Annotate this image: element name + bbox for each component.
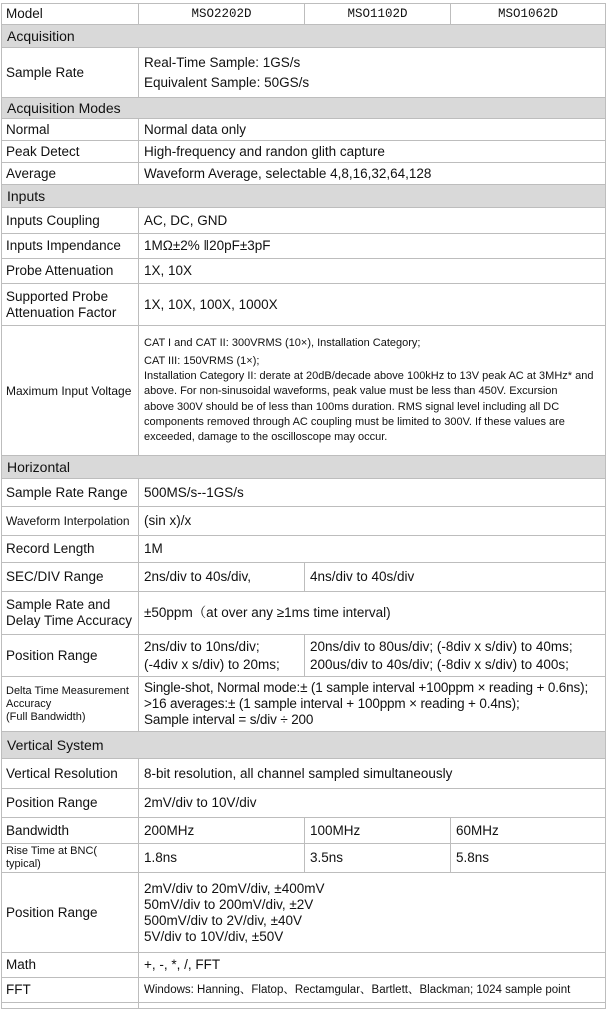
row-value: Normal data only (139, 119, 606, 141)
table-row (2, 326, 606, 456)
row-label: Sample Rate Range (2, 479, 139, 507)
section-header-vertical (2, 732, 606, 759)
table-row (2, 789, 606, 818)
row-label (2, 677, 139, 732)
value-line: Equivalent Sample: 50GS/s (144, 74, 310, 90)
model-mso1062d: MSO1062D (451, 4, 606, 25)
value-line: Single-shot, Normal mode:± (1 sample interval +100ppm × reading + 0.6ns); (144, 680, 589, 695)
row-value: ±50ppm（at over any ≥1ms time interval) (139, 592, 606, 635)
table-row (2, 208, 606, 234)
row-value: 4ns/div to 40s/div (305, 563, 606, 592)
table-row (2, 1003, 606, 1009)
row-label: Sample Rate (2, 48, 139, 98)
row-label: Position Range (2, 873, 139, 953)
table-row (2, 479, 606, 507)
value-line: 50mV/div to 200mV/div, ±2V (144, 896, 314, 912)
row-value: 2ns/div to 40s/div, (139, 563, 305, 592)
model-mso2202d: MSO2202D (139, 4, 305, 25)
row-value: 2mV/div to 10V/div (139, 789, 606, 818)
table-row (2, 536, 606, 563)
row-label: Bandwidth (2, 818, 139, 844)
row-value: AC, DC, GND (139, 208, 606, 234)
model-mso1102d: MSO1102D (305, 4, 451, 25)
note-line: Installation Category II: derate at 20dB/decade above 100kHz to 13V peak AC at 3MHz* and (144, 370, 594, 383)
row-label: Math (2, 953, 139, 978)
row-label: Probe Attenuation (2, 259, 139, 284)
table-row (2, 141, 606, 163)
row-value (139, 635, 305, 677)
rise-mso2202d: 1.8ns (139, 844, 305, 873)
section-title: Inputs (2, 185, 606, 208)
label-line: (Full Bandwidth) (6, 710, 86, 723)
section-header-acquisition-modes (2, 98, 606, 119)
row-label: Normal (2, 119, 139, 141)
table-row (2, 635, 606, 677)
row-value (305, 635, 606, 677)
row-value: Windows: Hanning、Flatop、Rectamgular、Bartlett、Blackman; 1024 sample point (139, 978, 606, 1003)
row-value: High-frequency and randon glith capture (139, 141, 606, 163)
table-row (2, 592, 606, 635)
value-line: 2mV/div to 20mV/div, ±400mV (144, 880, 325, 896)
table-row (2, 119, 606, 141)
value-line: Real-Time Sample: 1GS/s (144, 54, 301, 70)
table-row (2, 163, 606, 185)
table-row (2, 759, 606, 789)
value-line: 20ns/div to 80us/div; (-8div x s/div) to 40ms; (310, 638, 573, 654)
empty-cell (2, 1003, 139, 1009)
label-line: Delay Time Accuracy (6, 613, 133, 628)
table-row (2, 4, 606, 25)
section-title: Acquisition (2, 25, 606, 48)
table-row (2, 818, 606, 844)
row-label (2, 592, 139, 635)
note-line: CAT I and CAT II: 300VRMS (10×), Installation Category; (144, 336, 421, 349)
bandwidth-mso2202d: 200MHz (139, 818, 305, 844)
section-title: Acquisition Modes (2, 98, 606, 119)
section-header-inputs (2, 185, 606, 208)
note-line: components removed through AC coupling must be limited to 300V. If these values are (144, 415, 565, 428)
value-line: Sample interval = s/div ÷ 200 (144, 712, 314, 727)
table-row (2, 978, 606, 1003)
rise-mso1102d: 3.5ns (305, 844, 451, 873)
row-value: 1X, 10X, 100X, 1000X (139, 284, 606, 326)
value-line: 2ns/div to 10ns/div; (144, 638, 260, 654)
table-row (2, 873, 606, 953)
row-value (139, 48, 606, 98)
row-label: Waveform Interpolation (2, 507, 139, 536)
row-label: Position Range (2, 789, 139, 818)
value-line: 200us/div to 40s/div; (-8div x s/div) to 400s; (310, 656, 569, 672)
row-label: Position Range (2, 635, 139, 677)
row-value (139, 873, 606, 953)
row-value: (sin x)/x (139, 507, 606, 536)
bandwidth-mso1062d: 60MHz (451, 818, 606, 844)
label-line: Sample Rate and (6, 597, 111, 612)
note-line: CAT III: 150VRMS (1×); (144, 354, 260, 367)
row-label: Inputs Impendance (2, 234, 139, 259)
label-line: Delta Time Measurement (6, 684, 129, 697)
empty-cell (139, 1003, 606, 1009)
row-value: Waveform Average, selectable 4,8,16,32,64,128 (139, 163, 606, 185)
row-label: SEC/DIV Range (2, 563, 139, 592)
label-line: Accuracy (6, 697, 52, 710)
row-value: 500MS/s--1GS/s (139, 479, 606, 507)
section-title: Vertical System (2, 732, 606, 759)
row-value: 8-bit resolution, all channel sampled simultaneously (139, 759, 606, 789)
spec-table (1, 3, 606, 1009)
row-label: Inputs Coupling (2, 208, 139, 234)
row-label: Average (2, 163, 139, 185)
row-label: FFT (2, 978, 139, 1003)
label-line: Supported Probe (6, 288, 109, 304)
section-title: Horizontal (2, 456, 606, 479)
table-row (2, 259, 606, 284)
value-line: 500mV/div to 2V/div, ±40V (144, 912, 302, 928)
value-line: >16 averages:± (1 sample interval + 100ppm × reading + 0.4ns); (144, 696, 520, 711)
table-row (2, 234, 606, 259)
note-line: exceeded, damage to the oscilloscope may occur. (144, 431, 388, 443)
table-row (2, 563, 606, 592)
row-value: 1X, 10X (139, 259, 606, 284)
note-line: above. For non-sinusoidal waveforms, peak value must be less than 450V. Excursion (144, 385, 558, 398)
row-label: Rise Time at BNC( typical) (2, 844, 139, 873)
row-label: Vertical Resolution (2, 759, 139, 789)
table-row (2, 953, 606, 978)
row-value (139, 326, 606, 456)
table-row (2, 844, 606, 873)
row-value: 1MΩ±2% ‖20pF±3pF (139, 234, 606, 259)
label-line: Attenuation Factor (6, 304, 117, 320)
section-header-acquisition (2, 25, 606, 48)
row-value (139, 677, 606, 732)
bandwidth-mso1102d: 100MHz (305, 818, 451, 844)
row-label (2, 284, 139, 326)
row-label: Peak Detect (2, 141, 139, 163)
table-row (2, 284, 606, 326)
model-label: Model (2, 4, 139, 25)
rise-mso1062d: 5.8ns (451, 844, 606, 873)
row-value: 1M (139, 536, 606, 563)
value-line: 5V/div to 10V/div, ±50V (144, 928, 284, 944)
row-label: Maximum Input Voltage (2, 326, 139, 456)
row-value: +, -, *, /, FFT (139, 953, 606, 978)
row-label: Record Length (2, 536, 139, 563)
table-row (2, 677, 606, 732)
table-row (2, 48, 606, 98)
table-row (2, 507, 606, 536)
note-line: above 300V should be of less than 100ms duration. RMS signal level including all DC (144, 400, 560, 413)
section-header-horizontal (2, 456, 606, 479)
value-line: (-4div x s/div) to 20ms; (144, 656, 280, 672)
